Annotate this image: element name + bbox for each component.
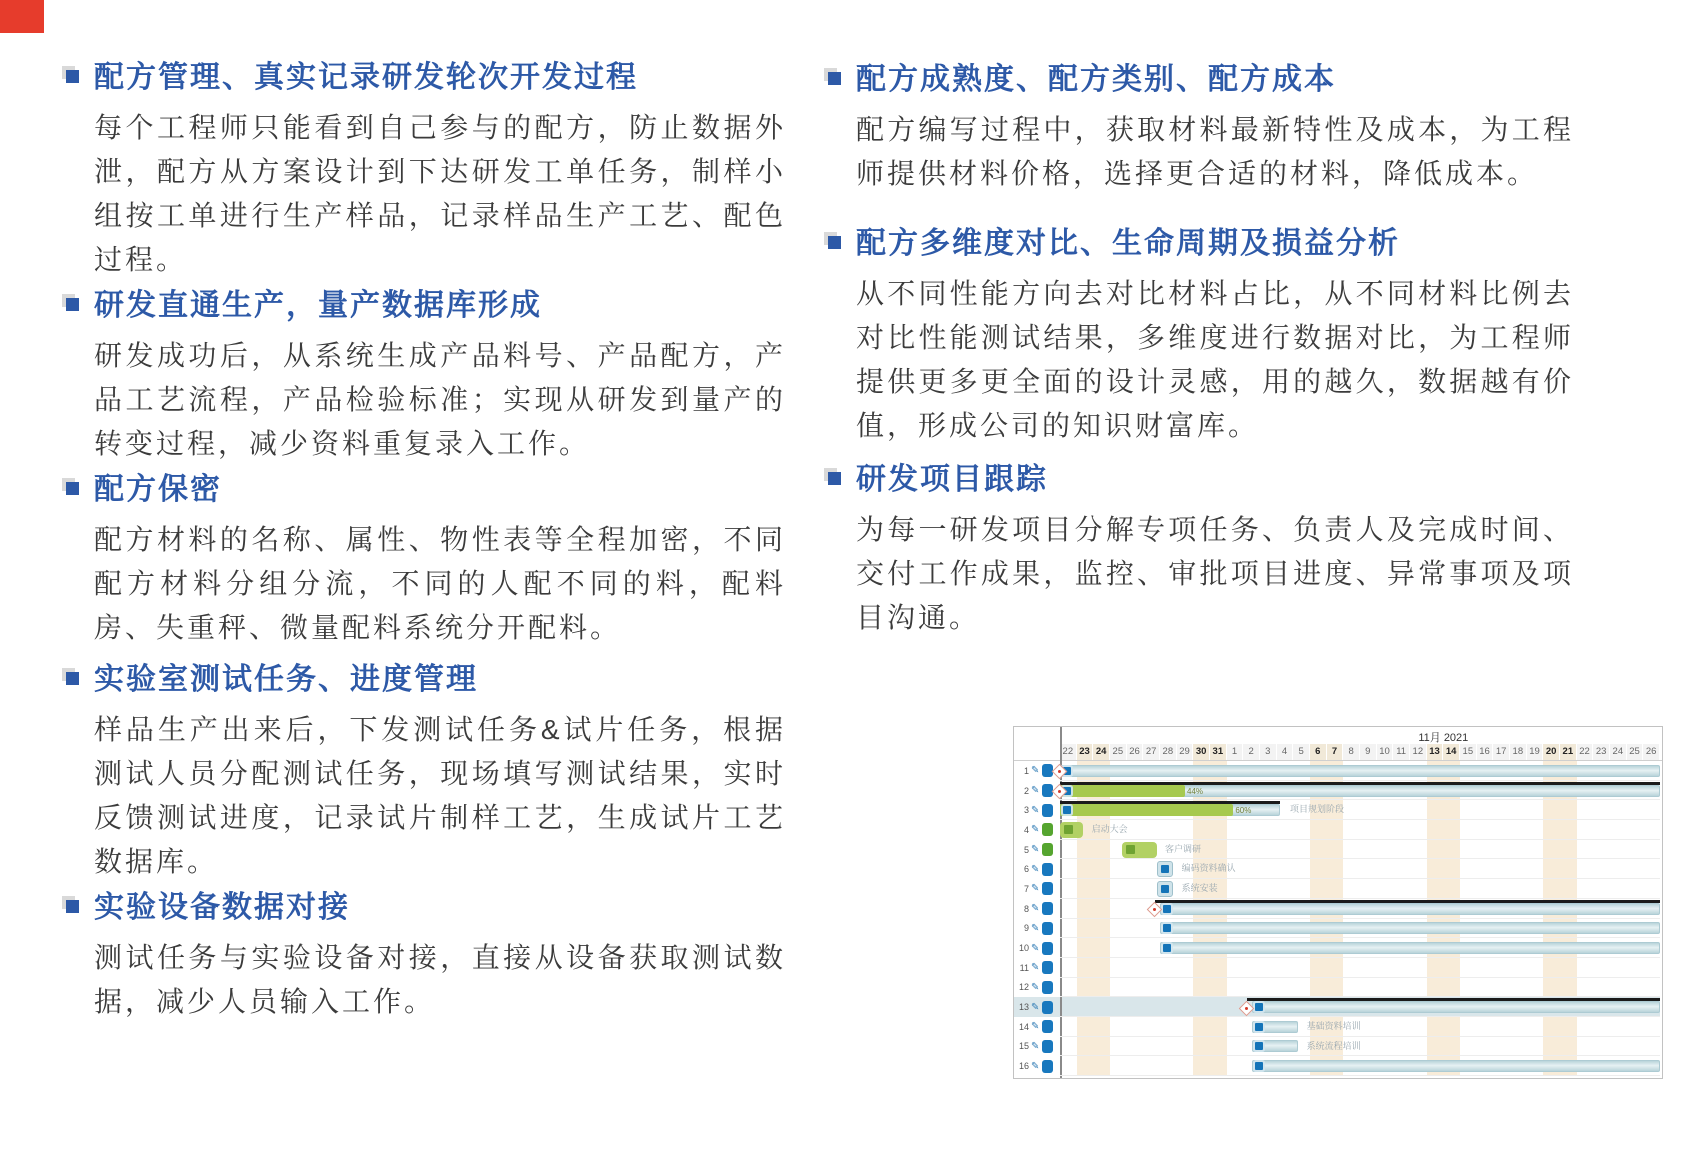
day-header-cell: 26 [1127,744,1144,760]
day-header-cell: 6 [1310,744,1327,760]
task-row-gutter [1016,1017,1058,1037]
day-header-cell: 25 [1627,744,1644,760]
red-dot [1058,790,1061,793]
row-separator [1060,780,1660,781]
pencil-icon: ✎ [1031,1060,1040,1072]
green-task-chip [1060,822,1083,838]
day-header-cell: 20 [1543,744,1560,760]
day-header-cell: 19 [1527,744,1544,760]
blue-handle [1161,865,1169,873]
pencil-icon: ✎ [1031,844,1040,856]
day-header-cell: 18 [1510,744,1527,760]
green-task-chip [1122,842,1157,858]
task-label: 启动大会 [1091,824,1128,835]
row-number: 2 [1023,785,1029,796]
feature-body: 每个工程师只能看到自己参与的配方，防止数据外泄，配方从方案设计到下达研发工单任务，制样小组按工单进行生产样品，记录样品生产工艺、配色过程。 [94,112,786,275]
row-number: 5 [1023,844,1029,855]
pencil-icon: ✎ [1031,883,1040,895]
task-row-gutter [1016,1037,1058,1057]
day-header-cell: 3 [1260,744,1277,760]
day-header-cell: 5 [1293,744,1310,760]
section-equipment-data [66,888,786,1024]
feature-heading: 配方成熟度、配方类别、配方成本 [856,63,1336,96]
green-handle [1126,845,1135,854]
task-start-handle [1163,924,1171,932]
row-number: 8 [1023,903,1029,914]
task-bar [1160,942,1660,954]
day-header-cell: 15 [1460,744,1477,760]
row-number: 1 [1023,765,1029,776]
square-bullet-icon [66,482,79,495]
day-header-cell: 4 [1277,744,1294,760]
pencil-icon: ✎ [1031,863,1040,875]
red-dot [1245,1007,1248,1010]
row-separator [1060,977,1660,978]
row-number: 16 [1018,1061,1029,1072]
task-start-handle [1255,1003,1263,1011]
section-project-tracking [828,460,1574,640]
day-header-cell: 28 [1160,744,1177,760]
row-separator [1060,996,1660,997]
task-start-handle [1063,806,1071,814]
task-start-handle [1255,1062,1263,1070]
progress-percent-label: 44% [1187,786,1204,796]
feature-heading: 研发直通生产，量产数据库形成 [94,289,542,322]
pencil-icon: ✎ [1031,765,1040,777]
day-header-cell: 11 [1393,744,1410,760]
task-row-gutter [1016,919,1058,939]
section-multidim-compare [828,224,1574,448]
section-formula-secrecy [66,470,786,650]
day-header-cell: 2 [1243,744,1260,760]
day-header-cell: 12 [1410,744,1427,760]
task-color-chip [1042,902,1053,915]
day-header-cell: 1 [1227,744,1244,760]
task-row-gutter [1016,840,1058,860]
feature-heading: 配方管理、真实记录研发轮次开发过程 [94,61,638,94]
task-color-chip [1042,882,1053,895]
progress-percent-label: 60% [1235,806,1252,816]
day-header-cell: 24 [1093,744,1110,760]
row-number: 7 [1023,883,1029,894]
row-separator [1060,799,1660,800]
pencil-icon: ✎ [1031,981,1040,993]
row-number: 10 [1018,943,1029,954]
task-row-gutter [1016,820,1058,840]
section-formula-management [66,58,786,282]
task-label: 系统流程培训 [1306,1040,1361,1051]
pencil-icon: ✎ [1031,1040,1040,1052]
task-color-chip [1042,804,1053,817]
pencil-icon: ✎ [1031,903,1040,915]
row-number: 6 [1023,864,1029,875]
day-header-cell: 23 [1077,744,1094,760]
green-handle [1064,825,1073,834]
header-divider [1014,760,1662,761]
section-rd-to-production [66,286,786,466]
row-separator [1060,819,1660,820]
pencil-icon: ✎ [1031,804,1040,816]
task-color-chip [1042,942,1053,955]
day-header-cell: 9 [1360,744,1377,760]
corner-red-mark [0,0,44,33]
task-label: 客户调研 [1165,843,1202,854]
task-bar [1160,903,1660,915]
task-row-gutter [1016,958,1058,978]
task-row-gutter [1016,800,1058,820]
day-header-cell: 29 [1177,744,1194,760]
row-separator [1060,937,1660,938]
pencil-icon: ✎ [1031,942,1040,954]
square-bullet-icon [828,236,841,249]
task-row-gutter [1016,938,1058,958]
feature-heading: 配方保密 [94,473,222,506]
square-bullet-icon [828,472,841,485]
row-separator [1060,839,1660,840]
task-color-chip [1042,922,1053,935]
task-color-chip [1042,1020,1053,1033]
task-row-gutter [1016,879,1058,899]
section-lab-testing [66,660,786,884]
task-label: 基础资料培训 [1306,1020,1361,1031]
red-dot [1153,908,1156,911]
day-header-cell: 16 [1477,744,1494,760]
task-color-chip [1042,863,1053,876]
feature-body: 样品生产出来后，下发测试任务&试片任务，根据测试人员分配测试任务，现场填写测试结果，实时反馈测试进度，记录试片制样工艺，生成试片工艺数据库。 [94,714,786,877]
task-row-gutter [1016,997,1058,1017]
task-start-handle [1255,1042,1263,1050]
day-header-cell: 25 [1110,744,1127,760]
month-header-label: 11月 2021 [1418,732,1469,744]
row-separator [1060,898,1660,899]
row-number: 4 [1023,824,1029,835]
row-number: 11 [1019,962,1029,973]
pencil-icon: ✎ [1031,962,1040,974]
day-header-cell: 27 [1143,744,1160,760]
feature-body: 从不同性能方向去对比材料占比，从不同材料比例去对比性能测试结果，多维度进行数据对比，为工程师提供更多更全面的设计灵感，用的越久，数据越有价值，形成公司的知识财富库。 [856,278,1574,441]
feature-heading: 研发项目跟踪 [856,463,1048,496]
task-color-chip [1042,1040,1053,1053]
feature-body: 测试任务与实验设备对接，直接从设备获取测试数据，减少人员输入工作。 [94,942,786,1017]
day-header-cell: 26 [1643,744,1660,760]
feature-heading: 实验设备数据对接 [94,891,350,924]
task-color-chip [1042,843,1053,856]
pencil-icon: ✎ [1031,922,1040,934]
day-header-cell: 13 [1427,744,1444,760]
pencil-icon: ✎ [1031,785,1040,797]
feature-body: 配方编写过程中，获取材料最新特性及成本，为工程师提供材料价格，选择更合适的材料，降低成本。 [856,114,1574,189]
row-number: 12 [1018,982,1029,993]
task-color-chip [1042,981,1053,994]
pencil-icon: ✎ [1031,824,1040,836]
row-separator [1060,858,1660,859]
feature-heading: 配方多维度对比、生命周期及损益分析 [856,227,1400,260]
task-row-gutter [1016,859,1058,879]
day-header-cell: 10 [1377,744,1394,760]
row-number: 3 [1023,805,1029,816]
day-header-cell: 22 [1060,744,1077,760]
milestone-chip [1157,881,1173,897]
square-bullet-icon [828,72,841,85]
task-bar [1252,1060,1660,1072]
blue-handle [1161,885,1169,893]
progress-bar [1060,785,1185,797]
row-separator [1060,878,1660,879]
square-bullet-icon [66,298,79,311]
task-label: 项目规划阶段 [1290,804,1345,815]
row-number: 13 [1018,1002,1029,1013]
task-row-gutter [1016,1056,1058,1076]
progress-bar [1060,804,1233,816]
task-bar [1252,1001,1660,1013]
day-header-cell: 24 [1610,744,1627,760]
task-label: 编码资料确认 [1181,863,1236,874]
task-bar [1060,765,1660,777]
task-start-handle [1163,944,1171,952]
weekend-stripe [1443,761,1460,1076]
task-color-chip [1042,1001,1053,1014]
gantt-chart [1013,726,1663,1079]
day-header-cell: 22 [1577,744,1594,760]
row-separator [1060,957,1660,958]
milestone-chip [1157,861,1173,877]
task-start-handle [1163,905,1171,913]
day-header-cell: 30 [1193,744,1210,760]
red-dot [1058,770,1061,773]
pencil-icon: ✎ [1031,1021,1040,1033]
weekend-stripe [1543,761,1560,1076]
pencil-icon: ✎ [1031,1001,1040,1013]
task-color-chip [1042,823,1053,836]
day-header-cell: 23 [1593,744,1610,760]
task-label: 系统安装 [1181,883,1218,894]
square-bullet-icon [66,672,79,685]
feature-heading: 实验室测试任务、进度管理 [94,663,478,696]
task-bar [1160,922,1660,934]
feature-body: 研发成功后，从系统生成产品料号、产品配方，产品工艺流程，产品检验标准；实现从研发到量产的转变过程，减少资料重复录入工作。 [94,340,786,459]
feature-body: 为每一研发项目分解专项任务、负责人及完成时间、交付工作成果，监控、审批项目进度、异常事项及项目沟通。 [856,514,1574,633]
square-bullet-icon [66,70,79,83]
day-header-cell: 21 [1560,744,1577,760]
day-header-cell: 14 [1443,744,1460,760]
row-number: 9 [1023,923,1029,934]
task-row-gutter [1016,978,1058,998]
row-number: 15 [1018,1041,1029,1052]
feature-body: 配方材料的名称、属性、物性表等全程加密，不同配方材料分组分流，不同的人配不同的料，配料房、失重秤、微量配料系统分开配料。 [94,524,786,643]
day-header-cell: 31 [1210,744,1227,760]
task-row-gutter [1016,899,1058,919]
weekend-stripe [1427,761,1444,1076]
row-separator [1060,918,1660,919]
weekend-stripe [1560,761,1577,1076]
task-start-handle [1255,1023,1263,1031]
square-bullet-icon [66,900,79,913]
section-formula-maturity [828,60,1574,196]
row-number: 14 [1018,1021,1029,1032]
row-separator [1060,1075,1660,1076]
day-header-cell: 8 [1343,744,1360,760]
day-header-cell: 17 [1493,744,1510,760]
task-color-chip [1042,1060,1053,1073]
task-color-chip [1042,961,1053,974]
day-header-cell: 7 [1327,744,1344,760]
